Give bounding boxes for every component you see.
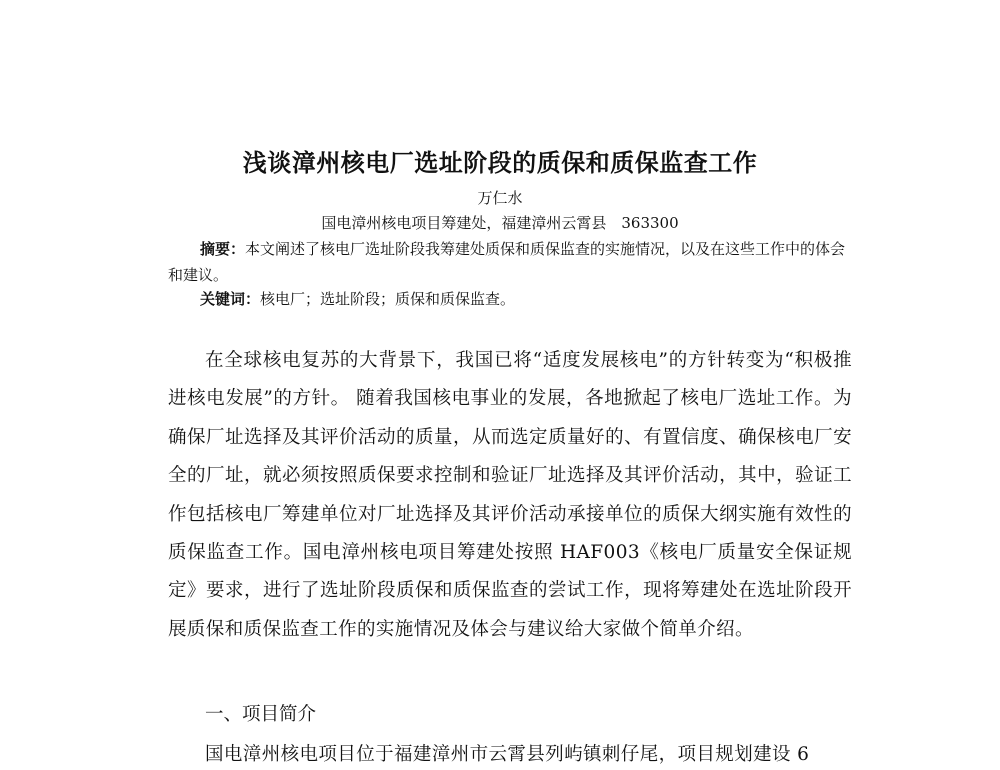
abstract-text: 本文阐述了核电厂选址阶段我筹建处质保和质保监查的实施情况，以及在这些工作中的体会和建议。 bbox=[168, 240, 846, 284]
keywords bbox=[200, 288, 850, 310]
keywords-label: 关键词： bbox=[200, 290, 261, 308]
author-affiliation: 国电漳州核电项目筹建处，福建漳州云霄县 363300 bbox=[321, 214, 679, 232]
section-paragraph: 国电漳州核电项目位于福建漳州市云霄县列屿镇刺仔尾，项目规划建设 6 bbox=[205, 744, 810, 765]
abstract bbox=[168, 236, 848, 288]
abstract-label: 摘要： bbox=[200, 240, 246, 258]
keywords-text: 核电厂；选址阶段；质保和质保监查。 bbox=[260, 290, 516, 308]
section-heading: 一、项目简介 bbox=[205, 704, 317, 725]
intro-paragraph: 在全球核电复苏的大背景下，我国已将“适度发展核电”的方针转变为“积极推进核电发展”的方针。 随着我国核电事业的发展，各地掀起了核电厂选址工作。为确保厂址选择及其评价活动的质量，从而选定质量好的、有置信度、确保核电厂安全的厂址，就必须按照质保要求控制和验证厂址选择及其评价活动，其中，验证工作包括核电厂筹建单位对厂址选择及其评价活动承接单位的质保大纲实施有效性的质保监查工作。国电漳州核电项目筹建处按照 HAF003《核电厂质量安全保证规定》要求，进行了选址阶段质保和质保监查的尝试工作，现将筹建处在选址阶段开展质保和质保监查工作的实施情况及体会与建议给大家做个简单介绍。 bbox=[168, 350, 852, 640]
paper-title: 浅谈漳州核电厂选址阶段的质保和质保监查工作 bbox=[242, 149, 758, 177]
author-name: 万仁水 bbox=[477, 189, 523, 207]
